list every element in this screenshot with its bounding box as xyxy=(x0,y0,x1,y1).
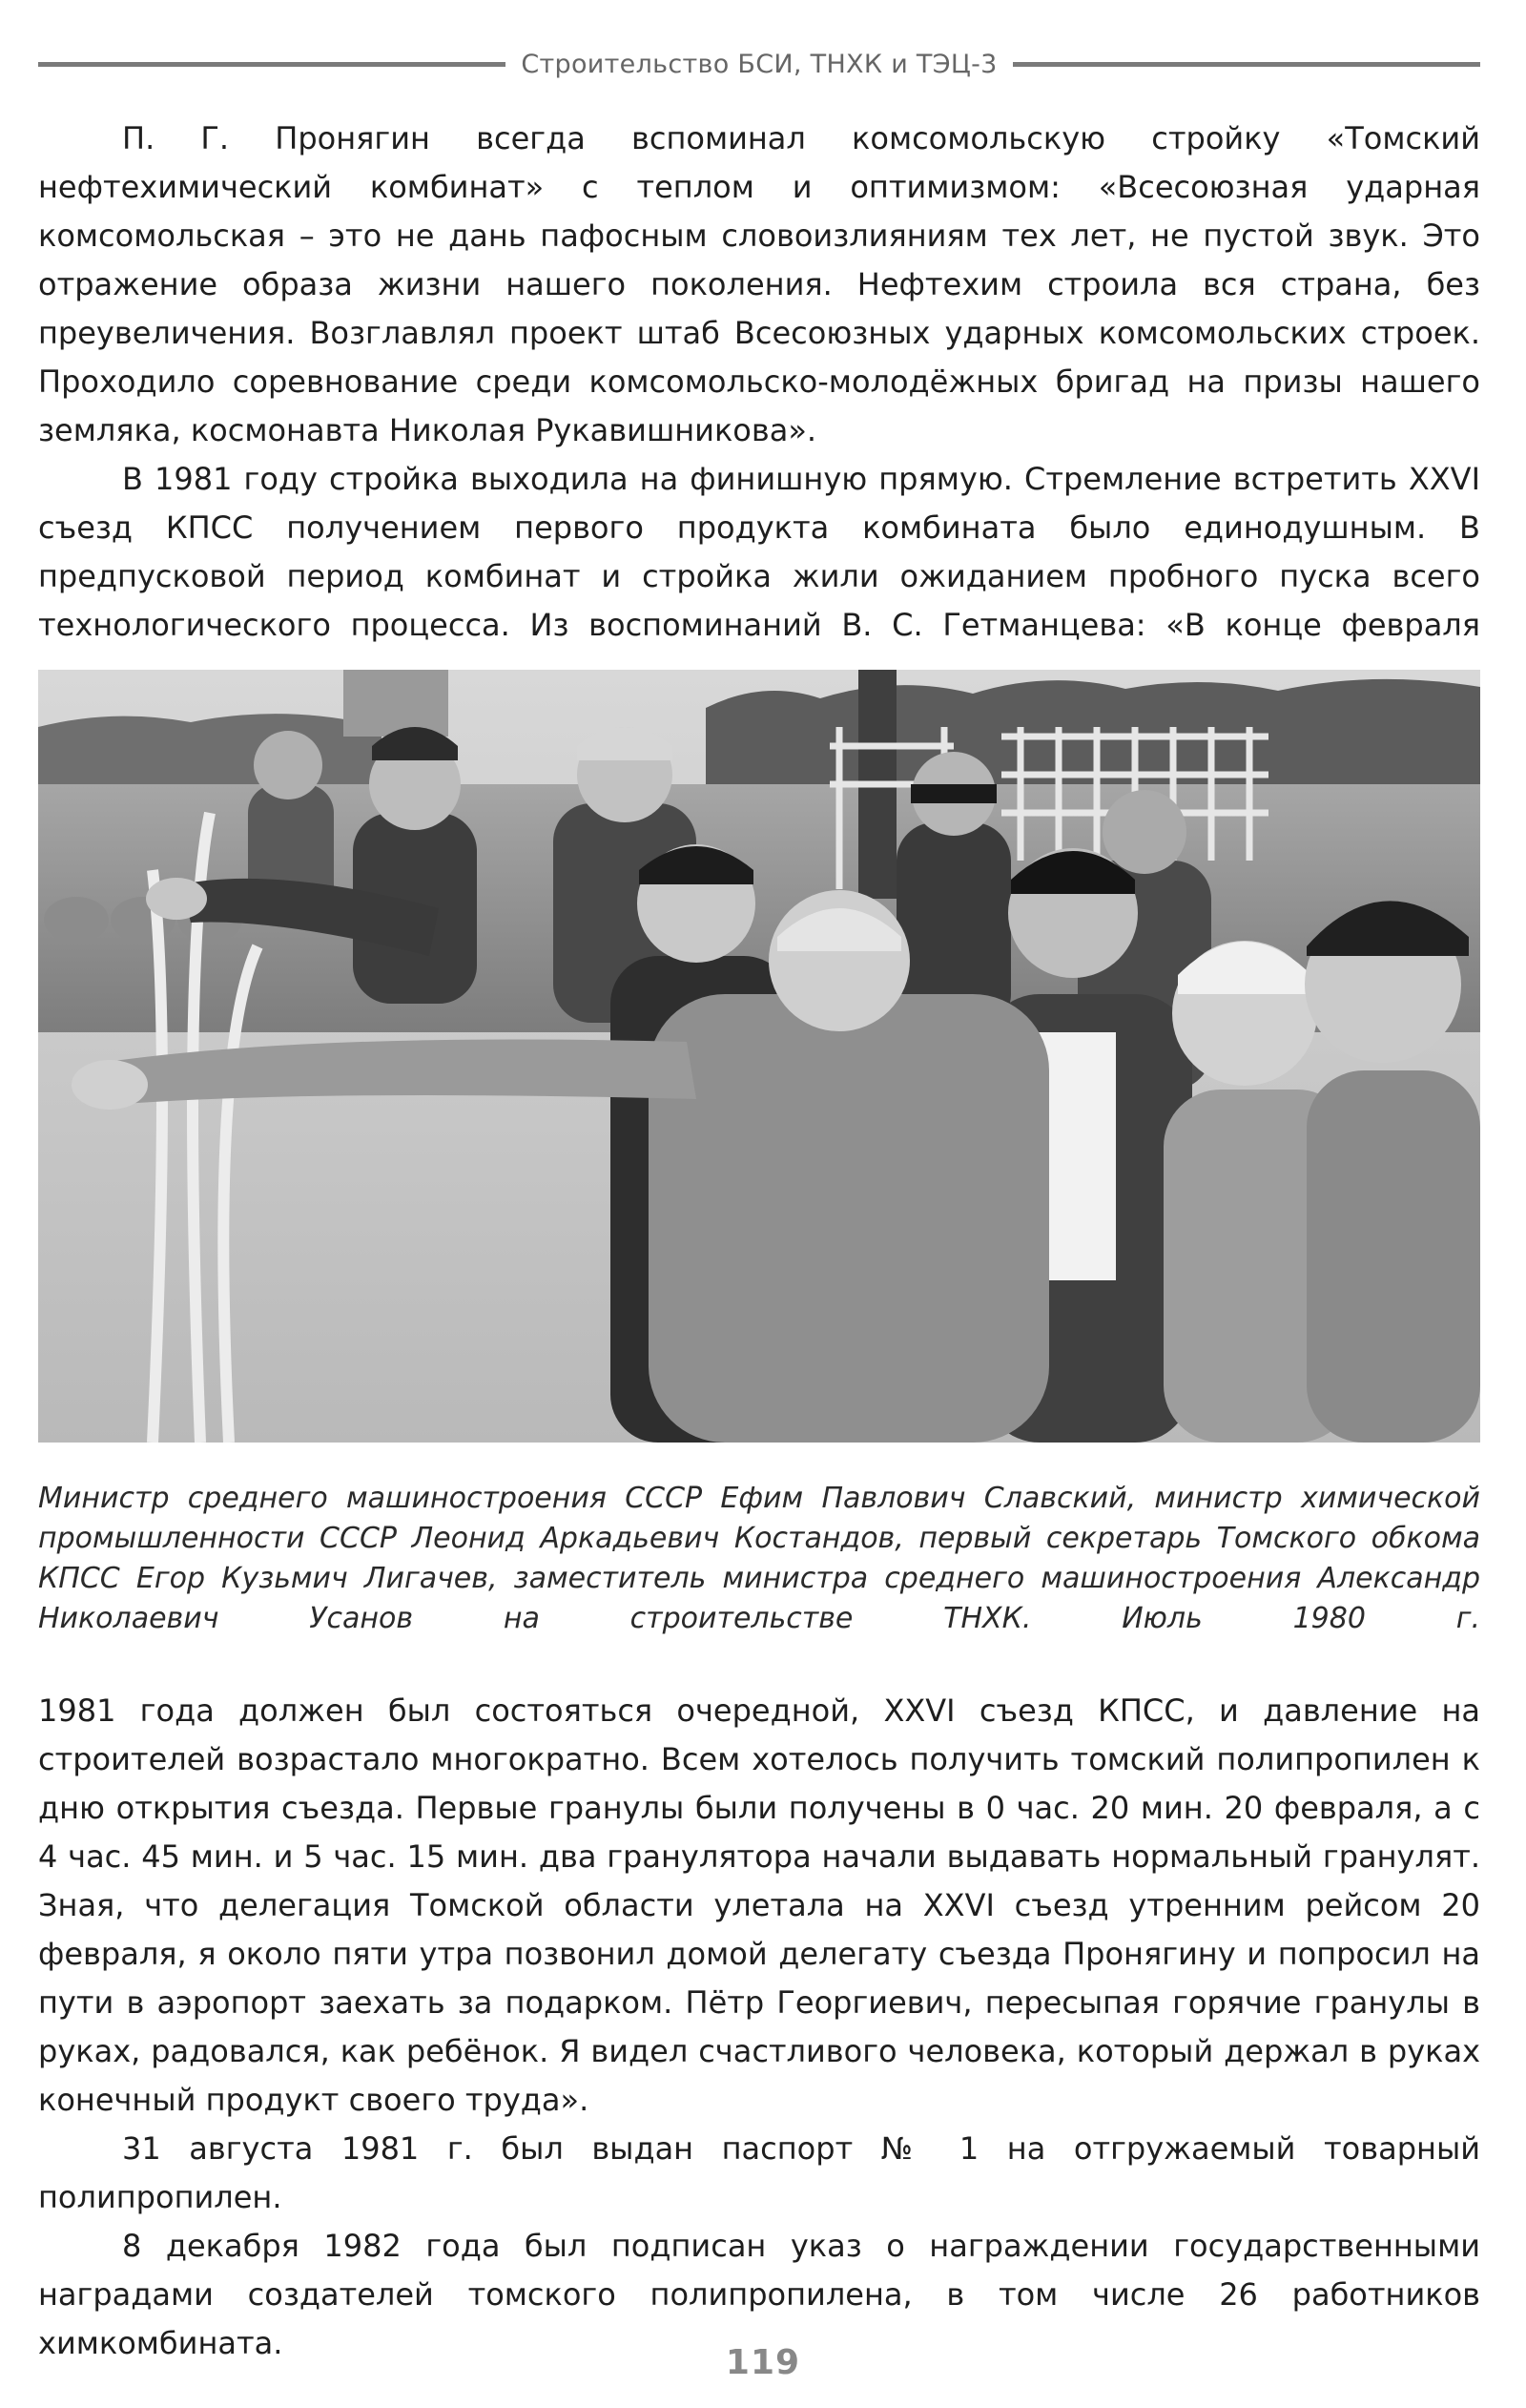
paragraph: 31 августа 1981 г. был выдан паспорт № 1 на отгружаемый товарный полипропилен. xyxy=(38,2130,1480,2215)
caption-text: Министр среднего машиностроения СССР Ефим Павлович Славский, министр химической промышленности СССР Леонид Аркадьевич Костандов, первый секретарь Томского обкома КПСС Егор Кузьмич Лигачев, заместитель министра среднего машиностроения Александр Николаевич Усанов на строительстве ТНХК. Июль 1980 г. xyxy=(38,1482,1480,1635)
photo-illustration xyxy=(38,670,1480,1443)
paragraph: П. Г. Пронягин всегда вспоминал комсомольскую стройку «Томский нефтехимический комбинат» с теплом и оптимизмом: «Всесоюзная ударная комсомольская – это не дань пафосным словоизлияниям тех лет, не пустой звук. Это отражение образа жизни нашего поколения. Нефтехим строила вся страна, без преувеличения. Возглавлял проект штаб Всесоюзных ударных комсомольских строек. Проходило соревнование среди комсомольско-молодёжных бригад на призы нашего земляка, космонавта Николая Рукавишникова». xyxy=(38,120,1480,448)
body-text-bottom xyxy=(38,1687,1480,2368)
paragraph: 1981 года должен был состояться очередной, XXVI съезд КПСС, и давление на строителей возрастало многократно. Всем хотелось получить томский полипропилен к дню открытия съезда. Первые гранулы были получены в 0 час. 20 мин. 20 февраля, а с 4 час. 45 мин. и 5 час. 15 мин. два гранулятора начали выдавать нормальный гранулят. Зная, что делегация Томской области улетала на XXVI съезд утренним рейсом 20 февраля, я около пяти утра позвонил домой делегату съезда Пронягину и попросил на пути в аэропорт заехать за подарком. Пётр Георгиевич, пересыпая горячие гранулы в руках, радовался, как ребёнок. Я видел счастливого человека, который держал в руках конечный продукт своего труда». xyxy=(38,1692,1480,2118)
photo-caption xyxy=(38,1479,1480,1639)
paragraph: В 1981 году стройка выходила на финишную прямую. Стремление встретить XXVI съезд КПСС получением первого продукта комбината было единодушным. В предпусковой период комбинат и стройка жили ожиданием пробного пуска всего технологического процесса. Из воспоминаний В. С. Гетманцева: «В конце февраля xyxy=(38,461,1480,643)
header-rule-left xyxy=(38,62,505,67)
archival-photo xyxy=(38,670,1480,1443)
header-rule-right xyxy=(1013,62,1480,67)
body-text-top xyxy=(38,114,1480,650)
page-number: 119 xyxy=(725,2343,801,2382)
paragraph: 8 декабря 1982 года был подписан указ о награждении государственными наградами создателей томского полипропилена, в том числе 26 работников химкомбината. xyxy=(38,2228,1480,2361)
header-title: Строительство БСИ, ТНХК и ТЭЦ-3 xyxy=(521,49,998,79)
running-header xyxy=(38,45,1480,83)
